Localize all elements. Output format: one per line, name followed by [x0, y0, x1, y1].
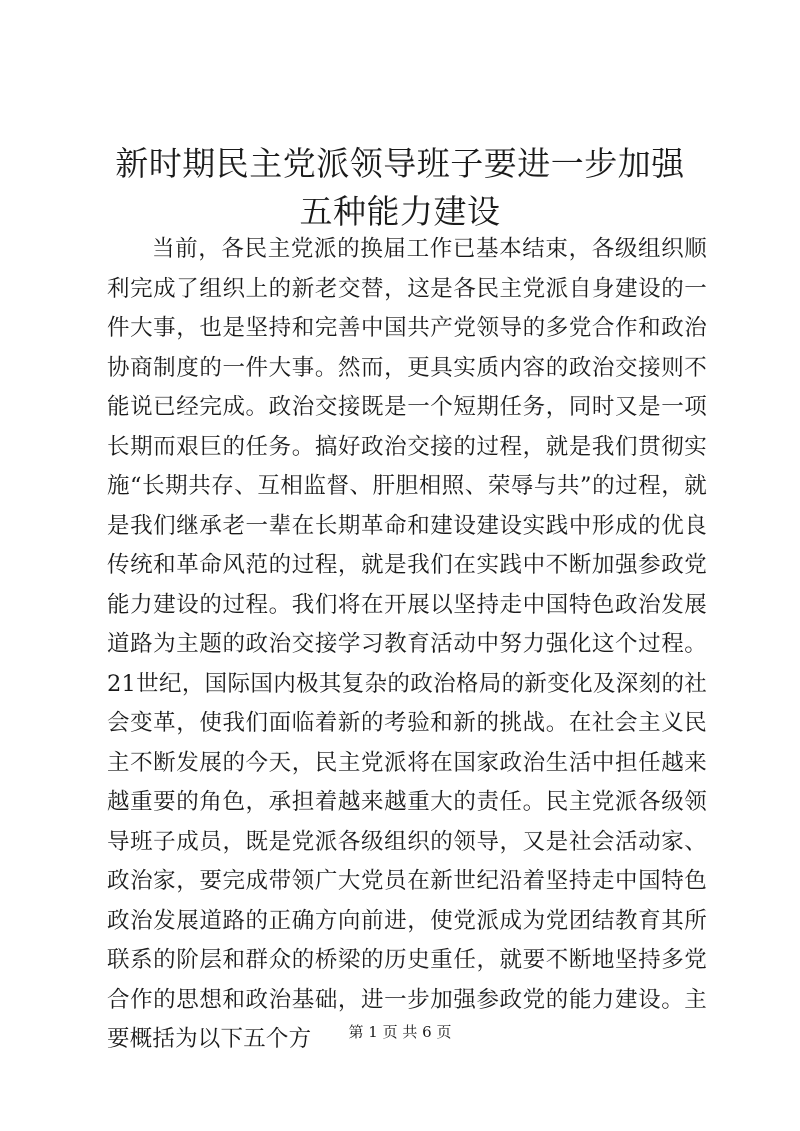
document-title: 新时期民主党派领导班子要进一步加强五种能力建设 — [115, 144, 685, 231]
page-number-footer: 第 1 页 共 6 页 — [348, 1023, 452, 1041]
body-paragraph: 当前，各民主党派的换届工作已基本结束，各级组织顺利完成了组织上的新老交替，这是各民主党派自身建设的一件大事，也是坚持和完善中国共产党领导的多党合作和政治协商制度的一件大事。然而，更具实质内容的政治交接则不能说已经完成。政治交接既是一个短期任务，同时又是一项长期而艰巨的任务。搞好政治交接的过程，就是我们贯彻实施“长期共存、互相监督、肝胆相照、荣辱与共”的过程，就是我们继承老一辈在长期革命和建设建设实践中形成的优良传统和革命风范的过程，就是我们在实践中不断加强参政党能力建设的过程。我们将在开展以坚持走中国特色政治发展道路为主题的政治交接学习教育活动中努力强化这个过程。21世纪，国际国内极其复杂的政治格局的新变化及深刻的社会变革，使我们面临着新的考验和新的挑战。在社会主义民主不断发展的今天，民主党派将在国家政治生活中担任越来越重要的角色，承担着越来越重大的责任。民主党派各级领导班子成员，既是党派各级组织的领导，又是社会活动家、政治家，要完成带领广大党员在新世纪沿着坚持走中国特色政治发展道路的正确方向前进，使党派成为党团结教育其所联系的阶层和群众的桥梁的历史重任，就要不断地坚持多党合作的思想和政治基础，进一步加强参政党的能力建设。主要概括为以下五个方 — [107, 236, 707, 1052]
